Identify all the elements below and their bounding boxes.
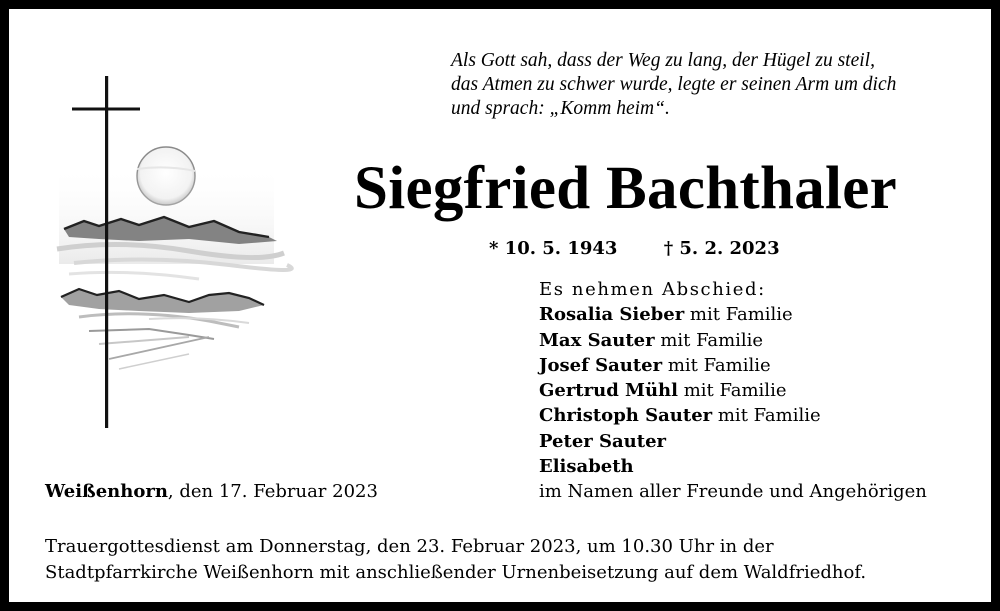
mourner-entry [539,454,979,479]
mourner-entry [539,429,979,454]
mourner-suffix: mit Familie [684,304,793,326]
poem-line: und sprach: „Komm heim“. [451,98,670,119]
cross-landscape-illustration [39,69,299,439]
life-dates [489,238,780,259]
mourner-suffix: mit Familie [662,354,771,376]
service-line: Stadtpfarrkirche Weißenhorn mit anschließender Urnenbeisetzung auf dem Waldfriedhof. [45,562,867,583]
service-line: Trauergottesdienst am Donnerstag, den 23. Februar 2023, um 10.30 Uhr in der [45,536,774,557]
mourners-intro: Es nehmen Abschied: [539,279,766,300]
place-date-text: , den 17. Februar 2023 [167,481,378,502]
mourner-name: Rosalia Sieber [539,304,685,326]
place-date [45,479,378,504]
mourner-entry [539,302,979,327]
service-info [45,534,985,586]
mourner-name: Josef Sauter [539,354,663,376]
death-date: † 5. 2. 2023 [663,238,780,259]
mourner-suffix: mit Familie [712,405,821,427]
mourner-name: Max Sauter [539,329,655,351]
mourner-entry [539,378,979,403]
mourner-suffix: mit Familie [654,329,764,351]
deceased-name: Siegfried Bachthaler [354,155,898,222]
mourners-list [539,277,979,505]
mourner-name: Gertrud Mühl [539,380,678,402]
poem [451,49,991,121]
mourner-name: Elisabeth [539,456,634,478]
mourner-entry [539,403,979,428]
mourner-entry [539,353,979,378]
poem-line: Als Gott sah, dass der Weg zu lang, der Hügel zu steil, [451,50,875,71]
mourner-name: Peter Sauter [539,430,667,452]
place-town: Weißenhorn [45,481,168,502]
birth-date: * 10. 5. 1943 [489,238,618,259]
mourners-closing: im Namen aller Freunde und Angehörigen [539,481,927,503]
mourner-entry [539,328,979,353]
mourner-suffix: mit Familie [677,380,787,402]
poem-line: das Atmen zu schwer wurde, legte er seinen Arm um dich [451,74,897,95]
landscape-illustration [57,164,292,369]
mourner-name: Christoph Sauter [539,405,713,427]
